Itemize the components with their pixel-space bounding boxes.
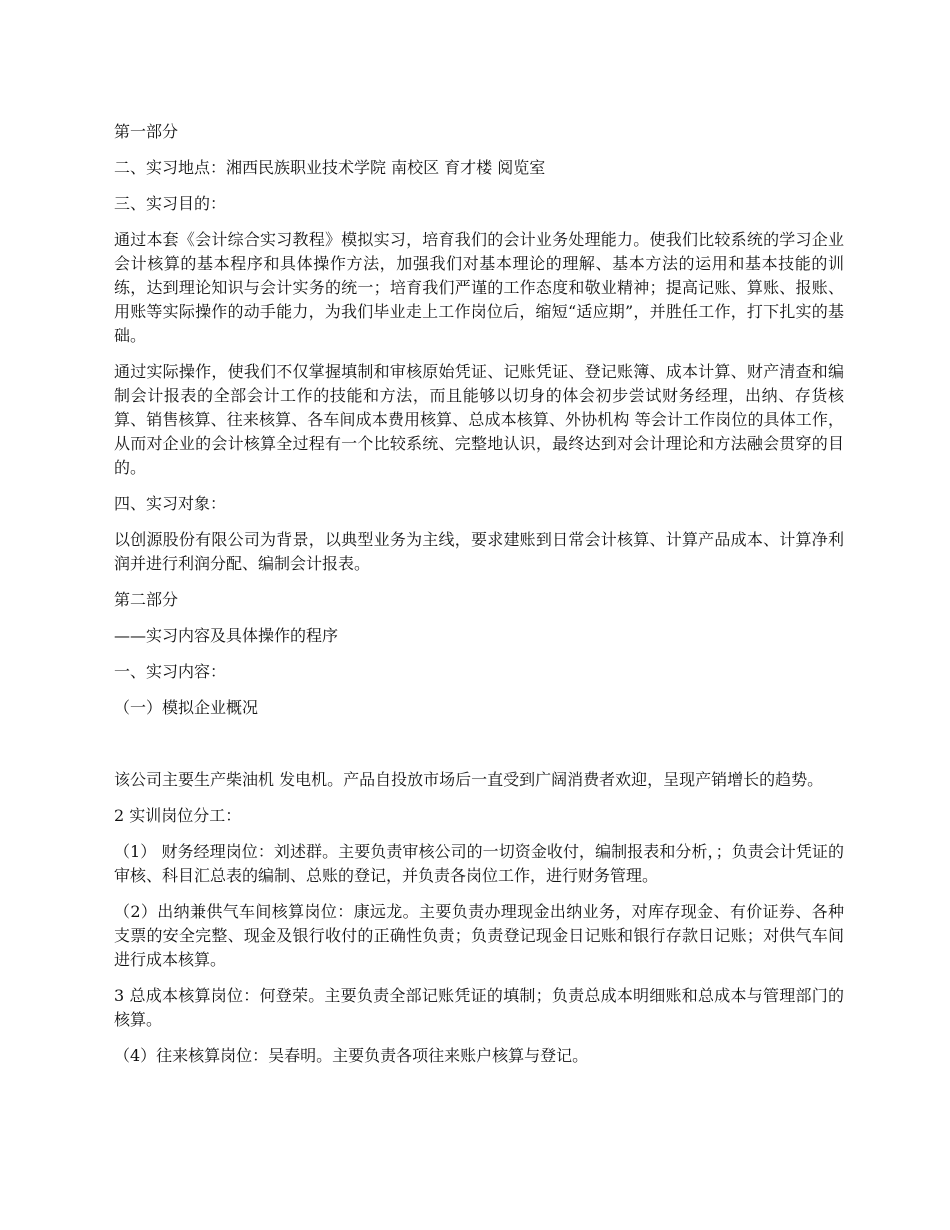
section-heading-part-one: 第一部分 — [114, 122, 179, 141]
internship-location: 二、实习地点：湘西民族职业技术学院 南校区 育才楼 阅览室 — [114, 158, 546, 177]
internship-purpose-heading: 三、实习目的： — [114, 194, 227, 213]
purpose-paragraph-1: 通过本套《会计综合实习教程》模拟实习，培育我们的会计业务处理能力。使我们比较系统的学习企业会计核算的基本程序和具体操作方法，加强我们对基本理论的理解、基本方法的运用和基本技能的训练，达到理论知识与会计实务的统一；培育我们严谨的工作态度和敬业精神；提高记账、算账、报账、用账等实际操作的动手能力，为我们毕业走上工作岗位后，缩短“适应期”，并胜任工作，打下扎实的基础。 — [114, 230, 844, 345]
job-division-heading: 2 实训岗位分工： — [114, 806, 242, 825]
blank-space — [114, 732, 844, 768]
role-total-cost-accounting: 3 总成本核算岗位：何登荣。主要负责全部记账凭证的填制；负责总成本明细账和总成本与管理部门的核算。 — [114, 986, 844, 1029]
purpose-paragraph-2: 通过实际操作，使我们不仅掌握填制和审核原始凭证、记账凭证、登记账簿、成本计算、财产清查和编制会计报表的全部会计工作的技能和方法，而且能够以切身的体会初步尝试财务经理，出纳、存货核算、销售核算、往来核算、各车间成本费用核算、总成本核算、外协机构 等会计工作岗位的具体工作，从而对企业的会计核算全过程有一个比较系统、完整地认识，最终达到对会计理论和方法融会贯穿的目的。 — [114, 362, 844, 477]
company-description: 该公司主要生产柴油机 发电机。产品自投放市场后一直受到广阔消费者欢迎，呈现产销增长的趋势。 — [114, 770, 824, 789]
role-cashier: （2）出纳兼供气车间核算岗位：康远龙。主要负责办理现金出纳业务，对库存现金、有价证券、各种支票的安全完整、现金及银行收付的正确性负责；负责登记现金日记账和银行存款日记账；对供气车间进行成本核算。 — [114, 902, 844, 969]
internship-object-paragraph: 以创源股份有限公司为背景，以典型业务为主线，要求建账到日常会计核算、计算产品成本、计算净利润并进行利润分配、编制会计报表。 — [114, 530, 844, 573]
internship-object-heading: 四、实习对象： — [114, 494, 227, 513]
role-accounts-accounting: （4）往来核算岗位：吴春明。主要负责各项往来账户核算与登记。 — [114, 1046, 589, 1065]
section-heading-part-two: 第二部分 — [114, 590, 179, 609]
role-finance-manager: （1） 财务经理岗位：刘述群。主要负责审核公司的一切资金收付，编制报表和分析，；负责会计凭证的审核、科目汇总表的编制、总账的登记，并负责各岗位工作，进行财务管理。 — [114, 842, 844, 885]
enterprise-overview-heading: （一）模拟企业概况 — [114, 698, 259, 717]
content-heading: 一、实习内容： — [114, 662, 227, 681]
section-subtitle: ——实习内容及具体操作的程序 — [114, 626, 339, 645]
document-page — [114, 120, 844, 1080]
